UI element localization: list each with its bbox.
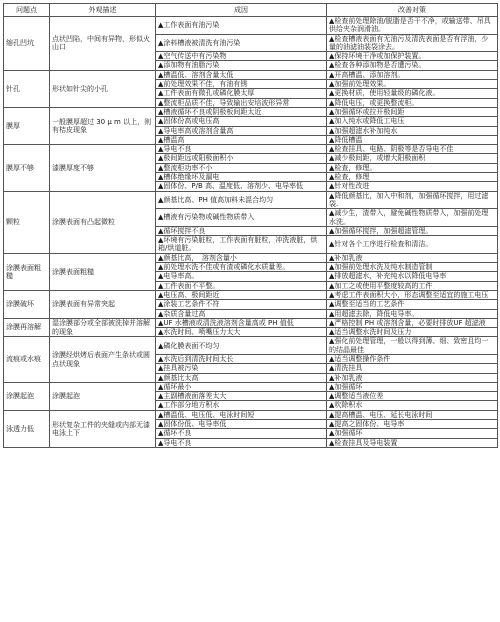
action-cell: ▲加工之或使用平整度较高的工件	[327, 281, 498, 290]
action-cell: ▲检查挂具、电路、阴极等是否导电不佳	[327, 145, 498, 154]
description-cell: 涂膜经烘烤后表面产生条状或圆点状现象	[50, 337, 156, 382]
description-cell: 一般膜厚超过 30 μ m 以上，则有桔皮现象	[50, 107, 156, 144]
defect-name-cell: 涂膜起泡	[4, 382, 50, 410]
description-cell: 漆膜厚度不够	[50, 145, 156, 191]
description-cell: 涂膜表面粗糙	[50, 253, 156, 290]
action-cell: ▲检查前处理除油/脱脂是否干不净，或输送带、吊具供给夹杂润滑油。	[327, 17, 498, 35]
action-cell: ▲检查各种添加物是否遭污染。	[327, 61, 498, 70]
cause-cell: ▲水洗时间、喷嘴压力太大	[156, 328, 327, 337]
action-cell: ▲检查槽液表面有无油污及清洗表面是否有浮油，少量的油滤油装袋涂去。	[327, 34, 498, 52]
table-body	[4, 17, 498, 448]
table-row	[4, 290, 498, 299]
cause-cell: ▲槽温低、电压低、电泳时间短	[156, 410, 327, 419]
cause-cell: ▲工件表面不平整。	[156, 281, 327, 290]
action-cell: ▲用超滤去除，降低电导率。	[327, 309, 498, 318]
cause-cell: ▲环境有污染脏粒，工作表面有脏粒，冲洗液脏，烘箱/烘道脏。	[156, 236, 327, 254]
cause-cell: ▲整流柜品质不佳，导致输出安培波形异常	[156, 98, 327, 107]
action-cell: ▲降低电压，或更换整流柜。	[327, 98, 498, 107]
cause-cell: ▲UF 水槽液或清洗液溶剂含量高或 PH 值低	[156, 318, 327, 327]
header-cause: 成因	[156, 4, 327, 17]
action-cell: ▲排放超滤水，补充纯水以降低电导率	[327, 272, 498, 281]
action-cell: ▲提高之固体份、电导率	[327, 420, 498, 429]
cause-cell: ▲颜基比高， 溶剂含量小	[156, 253, 327, 262]
cause-cell: ▲颜基比高、PH 值高加料未混合均匀	[156, 191, 327, 209]
defect-name-cell: 流痕或水痕	[4, 337, 50, 382]
cause-cell: ▲槽液有污染物或碱性物质带入	[156, 209, 327, 227]
cause-cell: ▲涂料槽液被清洗有油污染	[156, 34, 327, 52]
action-cell: ▲加强前处理效果。	[327, 80, 498, 89]
action-cell: ▲加入纯水或降低工电压	[327, 117, 498, 126]
action-cell: ▲加强循环	[327, 429, 498, 438]
table-row	[4, 70, 498, 79]
table-row	[4, 337, 498, 355]
table-row	[4, 145, 498, 154]
cause-cell: ▲添加物有油脂污染	[156, 61, 327, 70]
description-cell: 涂膜起泡	[50, 382, 156, 410]
description-cell: 形状如针尖的小孔	[50, 70, 156, 107]
defect-name-cell: 涂膜破坏	[4, 290, 50, 318]
action-cell: ▲强化前处理管理，一般以得到薄、细、致密且均一的结晶最佳	[327, 337, 498, 355]
action-cell: ▲保持环境干净或加保护装置。	[327, 52, 498, 61]
cause-cell: ▲工作表面有油污染	[156, 17, 327, 35]
cause-cell: ▲导电率高或溶剂含量高	[156, 126, 327, 135]
action-cell: ▲检查，修理。	[327, 163, 498, 172]
cause-cell: ▲杂质含量过高	[156, 309, 327, 318]
cause-cell: ▲工件表面有微孔或磷化膜太厚	[156, 89, 327, 98]
cause-cell: ▲固体份高或电压高	[156, 117, 327, 126]
header-description: 外观描述	[50, 4, 156, 17]
action-cell: ▲调整适当液位差	[327, 392, 498, 401]
action-cell: ▲补加乳液	[327, 253, 498, 262]
table-row	[4, 17, 498, 35]
cause-cell: ▲槽体绝缘坏及漏电	[156, 173, 327, 182]
action-cell: ▲降低颜基比，加入中和剂，加强循环搅拌，用过滤袋.	[327, 191, 498, 209]
description-cell: 涂膜表面有凸起微粒	[50, 191, 156, 253]
description-cell: 涂膜表面有异常突起	[50, 290, 156, 318]
cause-cell: ▲颜基比太高	[156, 373, 327, 382]
cause-cell: ▲前处理效果不佳，有油有锈	[156, 80, 327, 89]
action-cell: ▲针对各个工序进行检查和清洁。	[327, 236, 498, 254]
cause-cell: ▲主副槽液面落差太大	[156, 392, 327, 401]
defect-name-cell: 涂膜再溶解	[4, 318, 50, 337]
table-row	[4, 318, 498, 327]
description-cell: 湿涂膜部分或全部被洗掉并溶解的现象	[50, 318, 156, 337]
action-cell: ▲加强前处理水洗及纯水制造管制	[327, 263, 498, 272]
action-cell: ▲加强循环	[327, 382, 498, 391]
action-cell: ▲降低槽温	[327, 135, 498, 144]
header-action: 改善对策	[327, 4, 498, 17]
action-cell: ▲适当调整操作条件	[327, 354, 498, 363]
cause-cell: ▲槽温低、溶剂含量太低	[156, 70, 327, 79]
table-header-row	[4, 4, 498, 17]
cause-cell: ▲固体份、P/B 高、温度低、溶剂少、电导率低	[156, 182, 327, 191]
defect-name-cell: 泳透力低	[4, 410, 50, 447]
defect-name-cell: 针孔	[4, 70, 50, 107]
action-cell: ▲提高槽温、电压、延长电泳时间	[327, 410, 498, 419]
action-cell: ▲减少生，渣带入，避免碱性物质带入，加强前处理水洗。	[327, 209, 498, 227]
table-row	[4, 107, 498, 116]
cause-cell: ▲循环最小	[156, 382, 327, 391]
action-cell: ▲适当调整水洗时间及压力	[327, 328, 498, 337]
action-cell: ▲检查挂具及导电装置	[327, 438, 498, 447]
action-cell: ▲更换材质，使用轻量级的磷化液。	[327, 89, 498, 98]
cause-cell: ▲水洗后到清洗时间太长	[156, 354, 327, 363]
cause-cell: ▲循环不良	[156, 429, 327, 438]
cause-cell: ▲固体份低、电导率低	[156, 420, 327, 429]
cause-cell: ▲极间距远或阳极面积小	[156, 154, 327, 163]
action-cell: ▲考虑工件表面积大小，形态调整至适宜的施工电压	[327, 290, 498, 299]
table-row	[4, 253, 498, 262]
defect-name-cell: 膜厚不够	[4, 145, 50, 191]
cause-cell: ▲前处理水洗不佳或有渣或磷化水质量差。	[156, 263, 327, 272]
table-row	[4, 410, 498, 419]
cause-cell: ▲导电不良	[156, 438, 327, 447]
defect-name-cell: 涂膜表面粗糙	[4, 253, 50, 290]
description-cell: 点状凹陷，中间有异物，形似火山口	[50, 17, 156, 71]
cause-cell: ▲磷化膜表面不均匀	[156, 337, 327, 355]
action-cell: ▲针对性改进	[327, 182, 498, 191]
cause-cell: ▲循环搅拌不良	[156, 226, 327, 235]
table-row	[4, 191, 498, 209]
defect-name-cell: 膜厚	[4, 107, 50, 144]
header-defect: 问题点	[4, 4, 50, 17]
action-cell: ▲减少极间距，或增大阳极面积	[327, 154, 498, 163]
cause-cell: ▲槽液循环不良或阴极板间距太近	[156, 107, 327, 116]
action-cell: ▲调整至适当的工艺条件	[327, 300, 498, 309]
cause-cell: ▲槽温高	[156, 135, 327, 144]
action-cell: ▲加强循环搅拌，加强超滤管理。	[327, 226, 498, 235]
action-cell: ▲检查，修理	[327, 173, 498, 182]
cause-cell: ▲整流柜功率不小	[156, 163, 327, 172]
action-cell: ▲严格控制 PH 或溶剂含量，必要时排放UF 超滤液	[327, 318, 498, 327]
cause-cell: ▲涂装工艺条件不符	[156, 300, 327, 309]
table-row	[4, 382, 498, 391]
cause-cell: ▲空气传送中有污染物	[156, 52, 327, 61]
action-cell: ▲补加乳液	[327, 373, 498, 382]
action-cell: ▲吹除积水	[327, 401, 498, 410]
defect-name-cell: 缩孔凹坑	[4, 17, 50, 71]
cause-cell: ▲工作部分地方积水	[156, 401, 327, 410]
action-cell: ▲加强超滤水补加纯水	[327, 126, 498, 135]
cause-cell: ▲电压高、极间距近	[156, 290, 327, 299]
cause-cell: ▲挂具被污染	[156, 364, 327, 373]
description-cell: 形状复杂工件的夹缝或内部无漆电泳上下	[50, 410, 156, 447]
cause-cell: ▲导电不良	[156, 145, 327, 154]
action-cell: ▲清洗挂具	[327, 364, 498, 373]
defect-name-cell: 颗粒	[4, 191, 50, 253]
action-cell: ▲开高槽温、添加溶剂。	[327, 70, 498, 79]
cause-cell: ▲电导率高。	[156, 272, 327, 281]
defect-table	[3, 3, 498, 448]
action-cell: ▲加强循环或拉开极间距	[327, 107, 498, 116]
